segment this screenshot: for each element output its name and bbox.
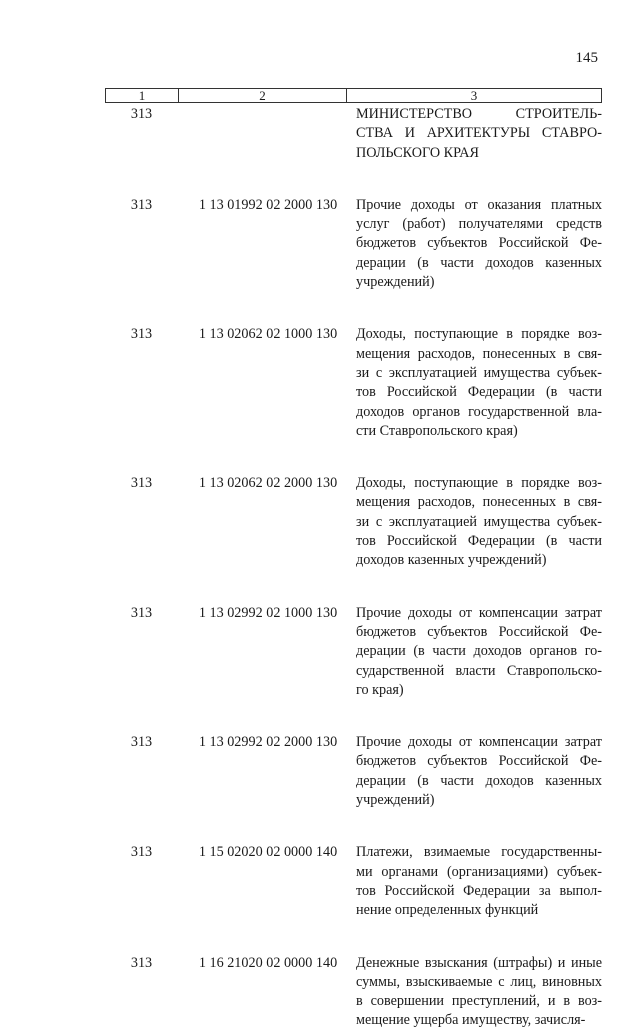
name-line: услуг (работ) получателями средств	[356, 216, 602, 233]
income-name-cell	[356, 325, 602, 441]
name-line: го края)	[356, 681, 404, 698]
income-name-cell	[356, 843, 602, 920]
name-line: учреждений)	[356, 274, 435, 291]
header-col-3: 3	[470, 88, 478, 103]
table-row	[105, 105, 602, 163]
name-line: Платежи, взимаемые государственны-	[356, 844, 602, 861]
name-line: зи с эксплуатацией имущества субъек-	[356, 513, 602, 530]
income-code-cell: 1 13 02062 02 2000 130	[198, 475, 338, 492]
income-code-cell: 1 13 02062 02 1000 130	[198, 326, 338, 343]
income-name-cell	[356, 954, 602, 1031]
admin-code-cell: 313	[130, 954, 153, 971]
name-line: дерации (в части доходов казенных	[356, 254, 602, 271]
income-code-cell: 1 15 02020 02 0000 140	[198, 844, 338, 861]
income-name-cell	[356, 474, 602, 570]
admin-code-cell: 313	[130, 844, 153, 861]
income-code-cell: 1 13 02992 02 2000 130	[198, 734, 338, 751]
name-line: зи с эксплуатацией имущества субъек-	[356, 364, 602, 381]
header-col-1: 1	[106, 89, 179, 102]
admin-code-cell: 313	[130, 604, 153, 621]
admin-code-cell: 313	[130, 106, 153, 122]
name-line: бюджетов субъектов Российской Фе-	[356, 235, 602, 252]
name-line: ми органами (организациями) субъек-	[356, 863, 602, 880]
admin-code-cell: 313	[130, 475, 153, 492]
table-row	[105, 325, 602, 441]
name-line: учреждений)	[356, 792, 435, 809]
name-line: бюджетов субъектов Российской Фе-	[356, 623, 602, 640]
name-line: СТВА И АРХИТЕКТУРЫ СТАВРО-	[356, 125, 602, 142]
name-line: мещения расходов, понесенных в свя-	[356, 494, 602, 511]
income-code-cell	[178, 105, 356, 163]
name-line: тов Российской Федерации (в части	[356, 533, 602, 550]
table-row	[105, 474, 602, 570]
admin-code-cell: 313	[130, 734, 153, 751]
table-row	[105, 843, 602, 920]
income-code-cell: 1 16 21020 02 0000 140	[198, 954, 338, 971]
table-row	[105, 604, 602, 700]
admin-code-cell: 313	[130, 326, 153, 343]
name-line: Прочие доходы от компенсации затрат	[356, 734, 602, 751]
income-name-cell	[356, 196, 602, 292]
table-row	[105, 733, 602, 810]
name-line: сти Ставропольского края)	[356, 422, 518, 439]
name-line: дерации (в части доходов казенных	[356, 772, 602, 789]
name-line: доходов органов государственной вла-	[356, 403, 602, 420]
page-number: 145	[575, 50, 598, 66]
table-header	[105, 88, 602, 103]
name-line: МИНИСТЕРСТВО СТРОИТЕЛЬ-	[356, 106, 602, 122]
admin-code-cell: 313	[130, 196, 153, 213]
name-line: Прочие доходы от оказания платных	[356, 196, 602, 213]
name-line: Доходы, поступающие в порядке воз-	[356, 326, 602, 343]
name-line: тов Российской Федерации (в части	[356, 384, 602, 401]
name-line: ПОЛЬСКОГО КРАЯ	[356, 144, 479, 161]
name-line: дерации (в части доходов органов го-	[356, 643, 602, 660]
income-code-cell: 1 13 02992 02 1000 130	[198, 604, 338, 621]
name-line: Доходы, поступающие в порядке воз-	[356, 475, 602, 492]
name-line: в совершении преступлений, и в воз-	[356, 993, 602, 1010]
name-line: суммы, взыскиваемые с лиц, виновных	[356, 973, 602, 990]
income-name-cell	[356, 733, 602, 810]
name-line: тов Российской Федерации за выпол-	[356, 882, 602, 899]
table-row	[105, 954, 602, 1031]
income-name-cell	[356, 604, 602, 700]
table-row	[105, 196, 602, 292]
name-line: сударственной власти Ставропольско-	[356, 662, 602, 679]
name-line: нение определенных функций	[356, 902, 539, 919]
name-line: мещение ущерба имуществу, зачисля-	[356, 1012, 586, 1029]
income-code-cell: 1 13 01992 02 2000 130	[198, 196, 338, 213]
name-line: бюджетов субъектов Российской Фе-	[356, 753, 602, 770]
name-line: Денежные взыскания (штрафы) и иные	[356, 954, 602, 971]
name-line: Прочие доходы от компенсации затрат	[356, 604, 602, 621]
header-col-2: 2	[179, 89, 347, 102]
income-name-cell	[356, 105, 602, 163]
name-line: доходов казенных учреждений)	[356, 552, 547, 569]
table-body	[105, 105, 602, 1031]
name-line: мещения расходов, понесенных в свя-	[356, 345, 602, 362]
